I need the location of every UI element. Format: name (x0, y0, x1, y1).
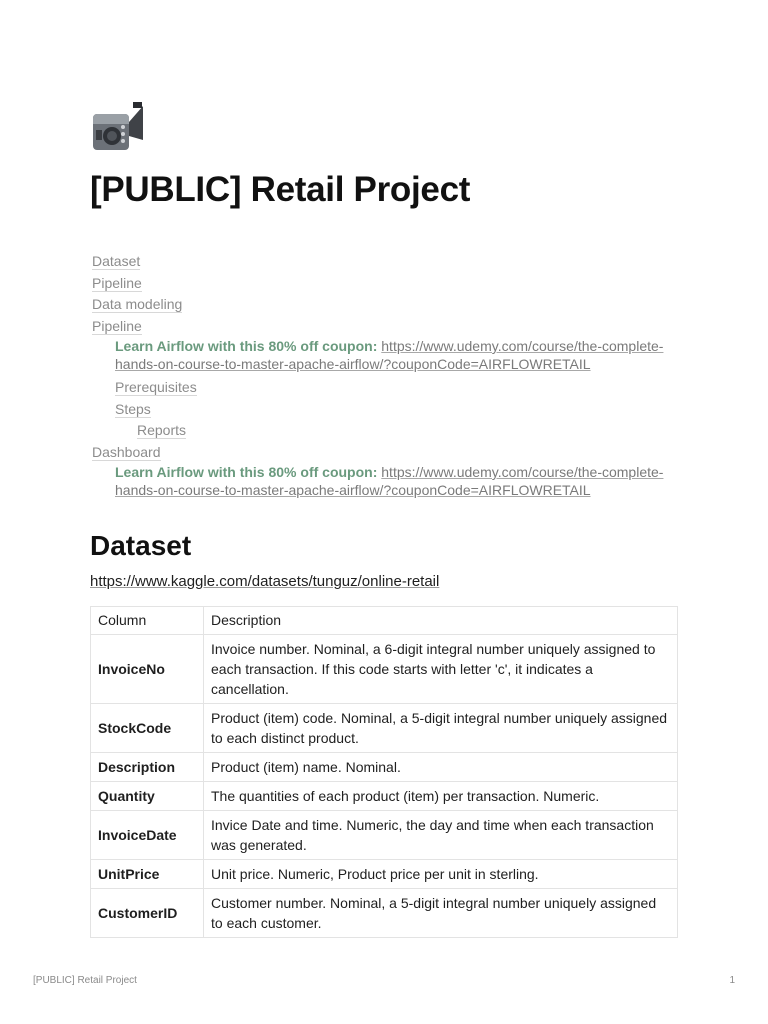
coupon-pipeline (92, 337, 678, 373)
toc-item-reports (92, 420, 678, 441)
footer-page-number: 1 (729, 975, 735, 986)
table-row (91, 753, 678, 782)
table-row (91, 704, 678, 753)
table-header-row (91, 607, 678, 635)
toc-link-data-modeling[interactable]: Data modeling (92, 296, 183, 312)
toc-item-prerequisites (92, 377, 678, 398)
coupon-label: Learn Airflow with this 80% off coupon: (115, 338, 378, 354)
dataset-table (90, 606, 678, 938)
toc-link-reports[interactable]: Reports (137, 422, 187, 438)
toc-link-pipeline-2[interactable]: Pipeline (92, 317, 142, 334)
table-cell-description: Product (item) code. Nominal, a 5-digit integral number uniquely assigned to each distinct product. (204, 704, 678, 753)
table-cell-description: Unit price. Numeric, Product price per unit in sterling. (204, 860, 678, 889)
coupon-link[interactable]: https://www.udemy.com/course/the-complete-hands-on-course-to-master-apache-airflow/?couponCode=AIRFLOWRETAIL (115, 464, 664, 498)
table-cell-description: Customer number. Nominal, a 5-digit integral number uniquely assigned to each customer. (204, 889, 678, 938)
toc-item-data-modeling (92, 294, 678, 315)
page-footer (33, 975, 735, 986)
table-cell-description: The quantities of each product (item) per transaction. Numeric. (204, 782, 678, 811)
dataset-link[interactable]: https://www.kaggle.com/datasets/tunguz/online-retail (90, 573, 440, 590)
table-cell-column: UnitPrice (91, 860, 204, 889)
table-header-cell: Description (204, 607, 678, 635)
toc-link-dataset[interactable]: Dataset (92, 253, 141, 269)
toc-link-prerequisites[interactable]: Prerequisites (115, 379, 197, 395)
coupon-dashboard (92, 463, 678, 499)
table-row (91, 635, 678, 704)
table-cell-column: InvoiceNo (91, 635, 204, 704)
table-row (91, 782, 678, 811)
table-row (91, 811, 678, 860)
table-cell-column: InvoiceDate (91, 811, 204, 860)
toc-item-dashboard (92, 442, 678, 463)
footer-title: [PUBLIC] Retail Project (33, 975, 137, 986)
toc-item-steps (92, 399, 678, 420)
table-cell-column: StockCode (91, 704, 204, 753)
coupon-label: Learn Airflow with this 80% off coupon: (115, 464, 378, 480)
table-cell-column: CustomerID (91, 889, 204, 938)
toc-item-pipeline (92, 273, 678, 294)
table-cell-description: Invoice number. Nominal, a 6-digit integral number uniquely assigned to each transaction. If this code starts with letter 'c', it indicates a cancellation. (204, 635, 678, 704)
table-row (91, 860, 678, 889)
toc-link-steps[interactable]: Steps (115, 400, 151, 417)
coupon-link[interactable]: https://www.udemy.com/course/the-complete-hands-on-course-to-master-apache-airflow/?couponCode=AIRFLOWRETAIL (115, 338, 664, 372)
table-of-contents (90, 251, 678, 499)
page-title: [PUBLIC] Retail Project (90, 170, 471, 209)
toc-item-pipeline-2 (92, 316, 678, 337)
table-cell-column: Description (91, 753, 204, 782)
section-heading-dataset: Dataset (90, 530, 192, 561)
toc-item-dataset (92, 251, 678, 272)
table-row (91, 889, 678, 938)
toc-link-pipeline[interactable]: Pipeline (92, 274, 142, 291)
table-cell-column: Quantity (91, 782, 204, 811)
table-header-cell: Column (91, 607, 204, 635)
table-cell-description: Product (item) name. Nominal. (204, 753, 678, 782)
video-camera-icon (90, 100, 146, 156)
page-content (90, 100, 678, 938)
table-cell-description: Invice Date and time. Numeric, the day and time when each transaction was generated. (204, 811, 678, 860)
toc-link-dashboard[interactable]: Dashboard (92, 443, 161, 460)
